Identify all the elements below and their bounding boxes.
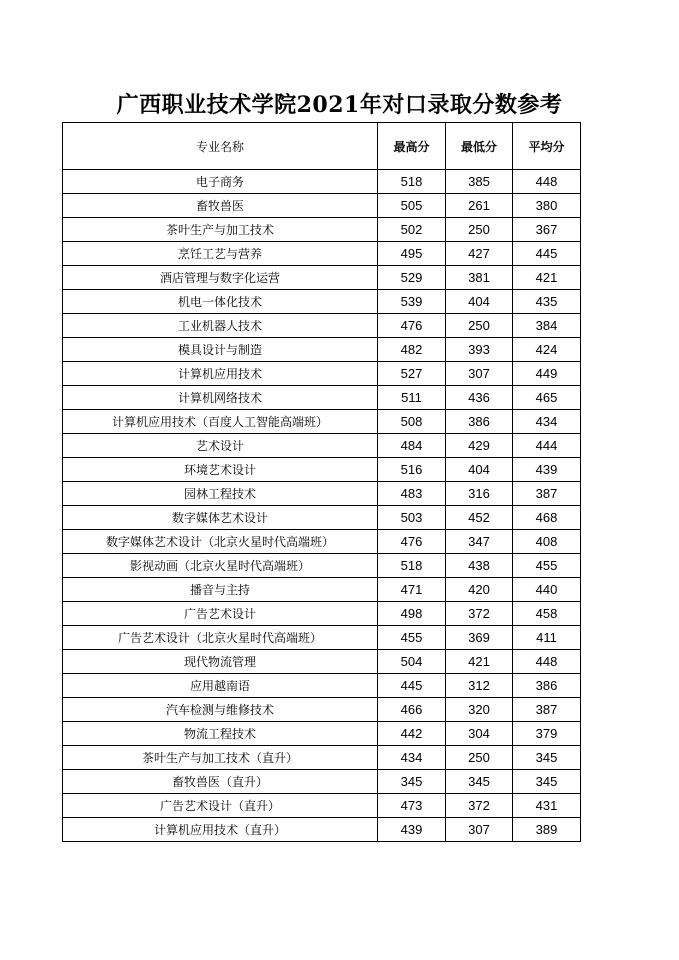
min-score-cell: 393 — [446, 338, 513, 362]
max-score-cell: 434 — [378, 746, 446, 770]
table-row — [63, 794, 581, 818]
max-score-cell: 495 — [378, 242, 446, 266]
max-score-cell: 439 — [378, 818, 446, 842]
major-name-cell: 广告艺术设计（北京火星时代高端班） — [63, 626, 378, 650]
table-row — [63, 818, 581, 842]
avg-score-cell: 465 — [513, 386, 581, 410]
table-row — [63, 650, 581, 674]
admission-score-table — [62, 122, 581, 842]
major-name-cell: 现代物流管理 — [63, 650, 378, 674]
avg-score-cell: 379 — [513, 722, 581, 746]
max-score-cell: 508 — [378, 410, 446, 434]
avg-score-cell: 387 — [513, 698, 581, 722]
avg-score-cell: 380 — [513, 194, 581, 218]
max-score-cell: 518 — [378, 170, 446, 194]
max-score-cell: 518 — [378, 554, 446, 578]
max-score-cell: 345 — [378, 770, 446, 794]
major-name-cell: 茶叶生产与加工技术 — [63, 218, 378, 242]
min-score-cell: 372 — [446, 794, 513, 818]
max-score-cell: 476 — [378, 314, 446, 338]
major-name-cell: 汽车检测与维修技术 — [63, 698, 378, 722]
table-row — [63, 506, 581, 530]
major-name-cell: 应用越南语 — [63, 674, 378, 698]
min-score-cell: 429 — [446, 434, 513, 458]
table-row — [63, 746, 581, 770]
avg-score-cell: 386 — [513, 674, 581, 698]
min-score-cell: 250 — [446, 314, 513, 338]
min-score-cell: 386 — [446, 410, 513, 434]
min-score-cell: 369 — [446, 626, 513, 650]
avg-score-cell: 421 — [513, 266, 581, 290]
table-row — [63, 698, 581, 722]
avg-score-cell: 448 — [513, 170, 581, 194]
max-score-cell: 455 — [378, 626, 446, 650]
max-score-cell: 471 — [378, 578, 446, 602]
table-row — [63, 362, 581, 386]
major-name-cell: 影视动画（北京火星时代高端班） — [63, 554, 378, 578]
table-row — [63, 674, 581, 698]
header-max-score: 最高分 — [378, 123, 446, 170]
avg-score-cell: 431 — [513, 794, 581, 818]
table-row — [63, 530, 581, 554]
max-score-cell: 482 — [378, 338, 446, 362]
major-name-cell: 计算机应用技术（百度人工智能高端班） — [63, 410, 378, 434]
max-score-cell: 511 — [378, 386, 446, 410]
min-score-cell: 307 — [446, 818, 513, 842]
table-header-row — [63, 123, 581, 170]
min-score-cell: 452 — [446, 506, 513, 530]
max-score-cell: 527 — [378, 362, 446, 386]
table-row — [63, 242, 581, 266]
avg-score-cell: 367 — [513, 218, 581, 242]
major-name-cell: 烹饪工艺与营养 — [63, 242, 378, 266]
min-score-cell: 421 — [446, 650, 513, 674]
page-title: 广西职业技术学院2021年对口录取分数参考 — [116, 92, 563, 118]
max-score-cell: 539 — [378, 290, 446, 314]
avg-score-cell: 424 — [513, 338, 581, 362]
major-name-cell: 物流工程技术 — [63, 722, 378, 746]
table-row — [63, 314, 581, 338]
max-score-cell: 442 — [378, 722, 446, 746]
header-min-score: 最低分 — [446, 123, 513, 170]
avg-score-cell: 384 — [513, 314, 581, 338]
max-score-cell: 503 — [378, 506, 446, 530]
avg-score-cell: 387 — [513, 482, 581, 506]
max-score-cell: 505 — [378, 194, 446, 218]
header-avg-score: 平均分 — [513, 123, 581, 170]
max-score-cell: 476 — [378, 530, 446, 554]
header-major-name: 专业名称 — [63, 123, 378, 170]
min-score-cell: 261 — [446, 194, 513, 218]
major-name-cell: 畜牧兽医（直升） — [63, 770, 378, 794]
table-row — [63, 434, 581, 458]
table-row — [63, 386, 581, 410]
max-score-cell: 445 — [378, 674, 446, 698]
major-name-cell: 广告艺术设计（直升） — [63, 794, 378, 818]
table-row — [63, 290, 581, 314]
avg-score-cell: 440 — [513, 578, 581, 602]
major-name-cell: 电子商务 — [63, 170, 378, 194]
avg-score-cell: 448 — [513, 650, 581, 674]
avg-score-cell: 445 — [513, 242, 581, 266]
avg-score-cell: 434 — [513, 410, 581, 434]
major-name-cell: 模具设计与制造 — [63, 338, 378, 362]
table-row — [63, 458, 581, 482]
table-row — [63, 170, 581, 194]
min-score-cell: 372 — [446, 602, 513, 626]
avg-score-cell: 435 — [513, 290, 581, 314]
avg-score-cell: 458 — [513, 602, 581, 626]
major-name-cell: 机电一体化技术 — [63, 290, 378, 314]
table-row — [63, 770, 581, 794]
min-score-cell: 420 — [446, 578, 513, 602]
major-name-cell: 工业机器人技术 — [63, 314, 378, 338]
min-score-cell: 427 — [446, 242, 513, 266]
table-body — [63, 170, 581, 842]
max-score-cell: 483 — [378, 482, 446, 506]
max-score-cell: 504 — [378, 650, 446, 674]
min-score-cell: 438 — [446, 554, 513, 578]
table-row — [63, 410, 581, 434]
table-row — [63, 602, 581, 626]
max-score-cell: 473 — [378, 794, 446, 818]
avg-score-cell: 449 — [513, 362, 581, 386]
max-score-cell: 466 — [378, 698, 446, 722]
min-score-cell: 320 — [446, 698, 513, 722]
avg-score-cell: 345 — [513, 746, 581, 770]
min-score-cell: 250 — [446, 746, 513, 770]
table-row — [63, 626, 581, 650]
major-name-cell: 播音与主持 — [63, 578, 378, 602]
table-row — [63, 554, 581, 578]
avg-score-cell: 468 — [513, 506, 581, 530]
major-name-cell: 艺术设计 — [63, 434, 378, 458]
min-score-cell: 307 — [446, 362, 513, 386]
avg-score-cell: 439 — [513, 458, 581, 482]
major-name-cell: 茶叶生产与加工技术（直升） — [63, 746, 378, 770]
major-name-cell: 数字媒体艺术设计（北京火星时代高端班） — [63, 530, 378, 554]
min-score-cell: 250 — [446, 218, 513, 242]
max-score-cell: 502 — [378, 218, 446, 242]
avg-score-cell: 389 — [513, 818, 581, 842]
major-name-cell: 广告艺术设计 — [63, 602, 378, 626]
major-name-cell: 数字媒体艺术设计 — [63, 506, 378, 530]
min-score-cell: 404 — [446, 458, 513, 482]
table-row — [63, 482, 581, 506]
table-row — [63, 722, 581, 746]
avg-score-cell: 444 — [513, 434, 581, 458]
major-name-cell: 计算机网络技术 — [63, 386, 378, 410]
major-name-cell: 计算机应用技术 — [63, 362, 378, 386]
avg-score-cell: 411 — [513, 626, 581, 650]
min-score-cell: 316 — [446, 482, 513, 506]
min-score-cell: 381 — [446, 266, 513, 290]
major-name-cell: 园林工程技术 — [63, 482, 378, 506]
avg-score-cell: 345 — [513, 770, 581, 794]
max-score-cell: 498 — [378, 602, 446, 626]
max-score-cell: 484 — [378, 434, 446, 458]
min-score-cell: 436 — [446, 386, 513, 410]
avg-score-cell: 408 — [513, 530, 581, 554]
avg-score-cell: 455 — [513, 554, 581, 578]
min-score-cell: 304 — [446, 722, 513, 746]
min-score-cell: 347 — [446, 530, 513, 554]
min-score-cell: 404 — [446, 290, 513, 314]
table-row — [63, 578, 581, 602]
max-score-cell: 529 — [378, 266, 446, 290]
major-name-cell: 环境艺术设计 — [63, 458, 378, 482]
major-name-cell: 计算机应用技术（直升） — [63, 818, 378, 842]
major-name-cell: 酒店管理与数字化运营 — [63, 266, 378, 290]
table-row — [63, 266, 581, 290]
min-score-cell: 385 — [446, 170, 513, 194]
min-score-cell: 312 — [446, 674, 513, 698]
max-score-cell: 516 — [378, 458, 446, 482]
table-row — [63, 338, 581, 362]
min-score-cell: 345 — [446, 770, 513, 794]
table-row — [63, 218, 581, 242]
major-name-cell: 畜牧兽医 — [63, 194, 378, 218]
table-row — [63, 194, 581, 218]
